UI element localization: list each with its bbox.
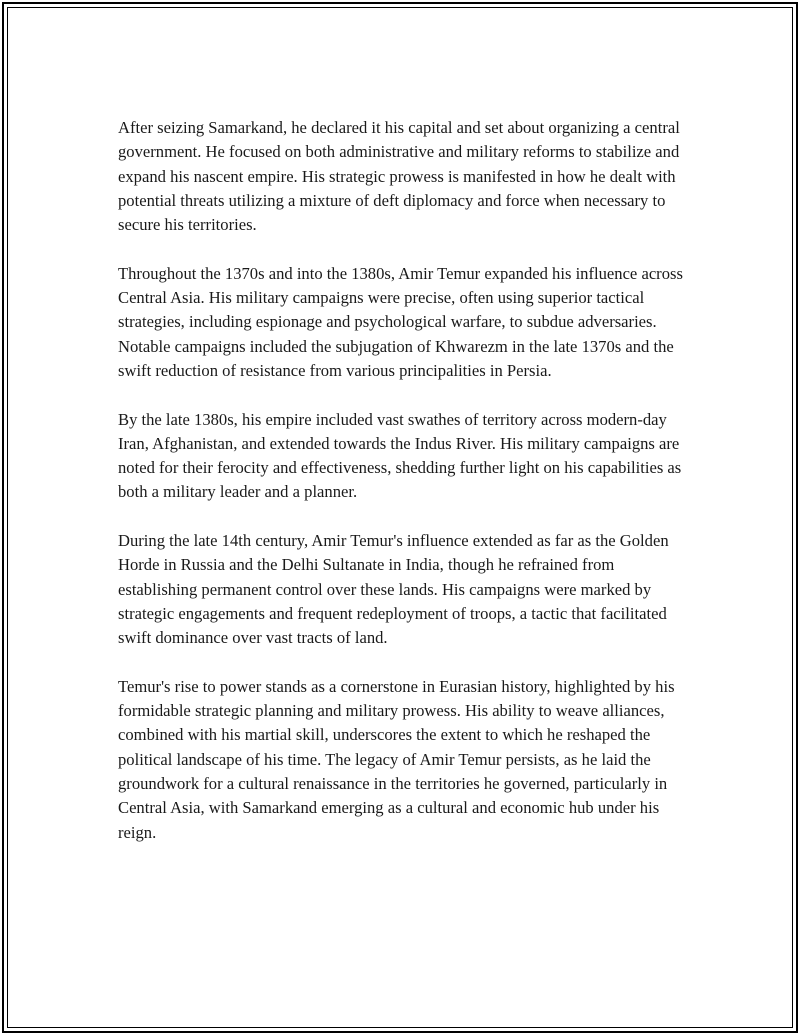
paragraph-1: After seizing Samarkand, he declared it his capital and set about organizing a central government. He focused on both administrative and military reforms to stabilize and expand his nascent empire. His strategic prowess is manifested in how he dealt with potential threats utilizing a mixture of deft diplomacy and force when necessary to secure his territories. bbox=[118, 118, 680, 235]
paragraph-5: Temur's rise to power stands as a cornerstone in Eurasian history, highlighted by his formidable strategic planning and military prowess. His ability to weave alliances, combined with his martial skill, underscores the extent to which he reshaped the political landscape of his time. The legacy of Amir Temur persists, as he laid the groundwork for a cultural renaissance in the territories he governed, particularly in Central Asia, with Samarkand emerging as a cultural and economic hub under his reign. bbox=[118, 676, 675, 842]
paragraph-4: During the late 14th century, Amir Temur's influence extended as far as the Golden Horde in Russia and the Delhi Sultanate in India, though he refrained from establishing permanent control over these lands. His campaigns were marked by strategic engagements and frequent redeployment of troops, a tactic that facilitated swift dominance over vast tracts of land. bbox=[118, 531, 669, 648]
document-body bbox=[118, 116, 688, 845]
paragraph-2: Throughout the 1370s and into the 1380s, Amir Temur expanded his influence across Central Asia. His military campaigns were precise, often using superior tactical strategies, including espionage and psychological warfare, to subdue adversaries. Notable campaigns included the subjugation of Khwarezm in the late 1370s and the swift reduction of resistance from various principalities in Persia. bbox=[118, 263, 683, 380]
paragraph-3: By the late 1380s, his empire included vast swathes of territory across modern-day Iran, Afghanistan, and extended towards the Indus River. His military campaigns are noted for their ferocity and effectiveness, shedding further light on his capabilities as both a military leader and a planner. bbox=[118, 409, 682, 502]
